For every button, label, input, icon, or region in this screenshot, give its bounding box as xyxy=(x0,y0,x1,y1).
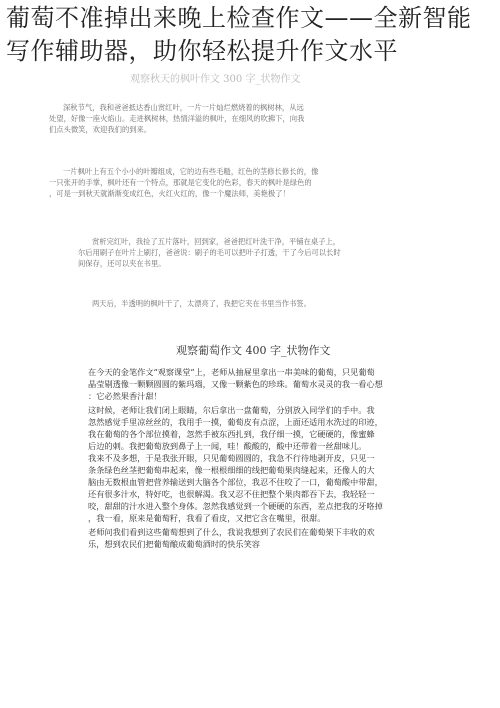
headline-line-1: 葡萄不准掉出来晚上检查作文——全新智能 xyxy=(6,4,472,32)
section1-paragraph-2: 一片枫叶上有五个小小的叶瓣组成，它的边有些毛糙，红色的茎修长修长的，像 一只张开的手掌，枫叶还有一个特点，那就是它变化的色彩，春天的枫叶是绿色的 ，可是一到秋天就渐渐变成红色，火红火红的，像一个魔法师，美艳极了！ xyxy=(49,167,319,198)
section2-paragraph-1: 在今天的金笔作文“观察课堂”上，老师从抽屉里拿出一串美味的葡萄，只见葡萄 晶莹剔透像一颗颗圆圆的紫玛瑙，又像一颗紫色的珍珠。葡萄水灵灵的我一看心想 ：它必然果香汁甜！ xyxy=(88,367,383,401)
section1-paragraph-3: 赏析完红叶，我捡了五片落叶，回到家，爸爸把红叶洗干净，平铺在桌子上， 尔后用刷子在叶片上刷打，爸爸说：刷子的毛可以把叶子打透，干了今后可以长时 间保存，还可以夹在书里。 xyxy=(78,237,341,268)
section1-paragraph-4: 两天后，半透明的枫叶干了，太漂亮了，我把它夹在书里当作书签。 xyxy=(92,299,311,308)
section2-paragraph-3: 老师问我们看到这些葡萄想到了什么，我说我想到了农民们在葡萄架下丰收的欢 乐，想到农民们把葡萄酿成葡萄酒时的快乐笑容 xyxy=(88,527,375,549)
document-title-main: 观察葡萄作文 400 字_状物作文 xyxy=(176,344,331,357)
section1-paragraph-1: 深秋节气，我和爸爸抵达香山赏红叶，一片一片灿烂燃烧着的枫树林，从远 处望，好像一座火焰山。走进枫树林，热情洋溢的枫叶，在细风的吹拂下，向我 们点头微笑，欢迎我们的到来。 xyxy=(49,103,305,134)
headline-line-2: 写作辅助器，助你轻松提升作文水平 xyxy=(6,37,398,65)
headline xyxy=(6,2,496,68)
section2-paragraph-2: 这时候，老师让我们闭上眼睛，尔后拿出一盘葡萄，分别放入同学们的手中。我 忽然感觉手里凉丝丝的，我用手一摸，葡萄皮有点涩，上面还适用水洗过的印迹， 我在葡萄的各个部位摸着，忽然手被东西扎到，我仔细一摸，它硬硬的，像蜜蜂 后边的刺。我把葡萄放到鼻子上一闻，哇！酸酸的，酸中还带着一丝甜味儿。 我来不及多想，于是我张开眼，只见葡萄圆圆的，我急不行待地剥开皮，只见一 条条绿色丝茎把葡萄串起来，像一根根细细的线把葡萄果肉缝起来，还像人的大 脑由无数根血管把营养输送到大脑各个部位，我忍不住咬了一口，葡萄酸中带甜， 还有很多汁水，特好吃，也很解渴。我又忍不住把整个果肉都吞下去，我轻轻一 咬，甜甜的汁水进入整个身体。忽然我感觉到一个硬硬的东西，差点把我的牙咯掉 ，我一看，原来是葡萄籽，我看了看皮，又把它含在嘴里，很甜。 xyxy=(88,405,383,523)
document-title-top: 观察秋天的枫叶作文 300 字_状物作文 xyxy=(130,74,301,85)
scanned-document xyxy=(0,70,500,708)
